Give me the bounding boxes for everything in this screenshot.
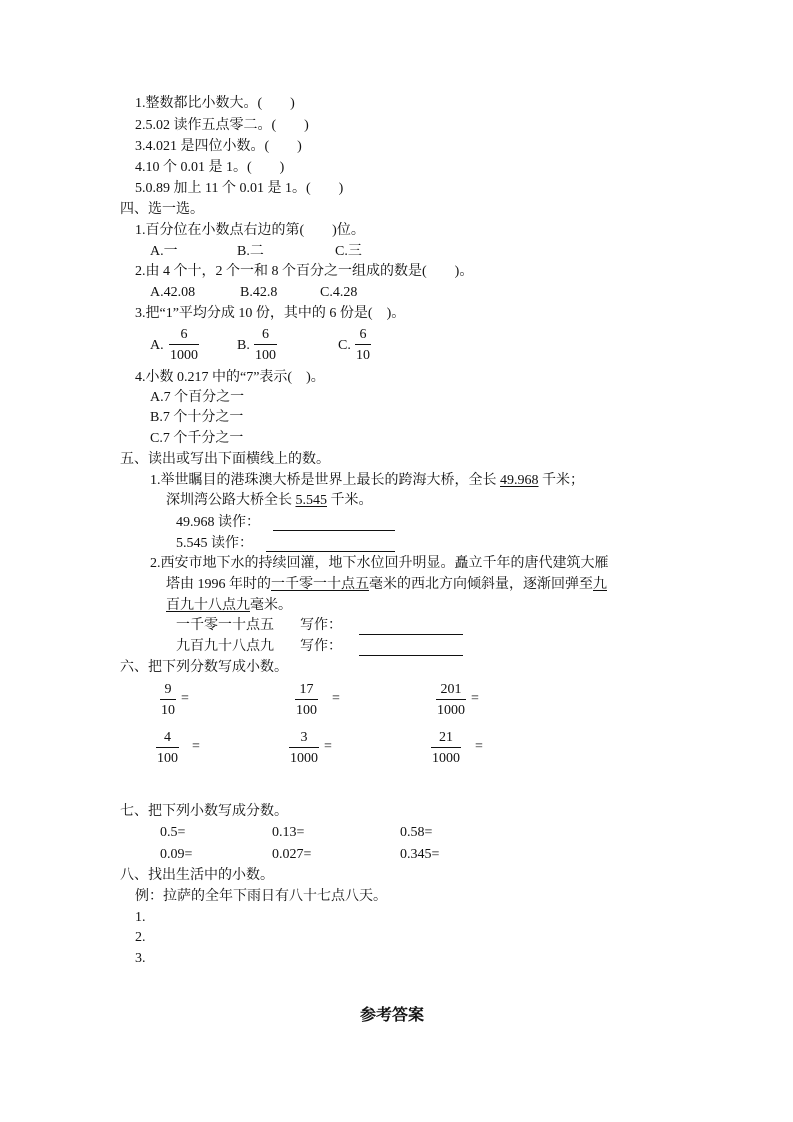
judge-item: 5.0.89 加上 11 个 0.01 是 1。( ) <box>135 181 344 196</box>
write-label: 一千零一十点五 <box>176 618 274 633</box>
write-label: 九百九十八点九 <box>176 639 274 654</box>
judge-item: 1.整数都比小数大。( ) <box>135 96 295 111</box>
fraction-option <box>169 326 199 365</box>
answer-title: 参考答案 <box>360 1007 425 1024</box>
option: A.7 个百分之一 <box>150 390 245 405</box>
equals: = <box>471 691 479 706</box>
answer-blank[interactable] <box>359 655 463 656</box>
decimal-item: 0.027= <box>272 847 312 862</box>
denominator: 100 <box>295 699 318 720</box>
question-line <box>166 576 607 594</box>
fraction <box>295 681 318 720</box>
underlined-number: 5.545 <box>295 493 327 508</box>
text: 千米； <box>538 473 584 488</box>
equals: = <box>192 739 200 754</box>
decimal-item: 0.09= <box>160 847 193 862</box>
text: 1.举世瞩目的港珠澳大桥是世界上最长的跨海大桥，全长 <box>150 473 500 488</box>
fraction <box>436 681 466 720</box>
option-label: C. <box>338 338 351 353</box>
denominator: 1000 <box>289 747 319 768</box>
text: 毫米的西北方向倾斜量，逐渐回弹至 <box>369 577 593 592</box>
text: 毫米。 <box>250 598 292 613</box>
section-heading: 六、把下列分数写成小数。 <box>120 660 288 675</box>
write-label: 写作： <box>300 639 342 654</box>
numerator: 6 <box>359 327 367 342</box>
section-heading: 四、选一选。 <box>120 202 204 217</box>
section-heading: 八、找出生活中的小数。 <box>120 868 274 883</box>
list-item: 3. <box>135 951 146 966</box>
answer-blank[interactable] <box>359 634 463 635</box>
question: 2.由 4 个十，2 个一和 8 个百分之一组成的数是( )。 <box>135 264 474 279</box>
answer-blank[interactable] <box>273 530 395 531</box>
denominator: 10 <box>160 699 176 720</box>
numerator: 201 <box>440 682 462 697</box>
question-line: 2.西安市地下水的持续回灌，地下水位回升明显。矗立千年的唐代建筑大雁 <box>150 556 609 571</box>
fraction <box>431 729 461 768</box>
fraction <box>289 729 319 768</box>
question-line <box>166 492 373 510</box>
write-label: 写作： <box>300 618 342 633</box>
question-line <box>166 597 292 615</box>
denominator: 1000 <box>431 747 461 768</box>
list-item: 1. <box>135 910 146 925</box>
section-heading: 七、把下列小数写成分数。 <box>120 804 288 819</box>
denominator: 10 <box>355 344 371 365</box>
question: 1.百分位在小数点右边的第( )位。 <box>135 223 365 238</box>
list-item: 2. <box>135 930 146 945</box>
numerator: 6 <box>262 327 269 342</box>
numerator: 3 <box>300 730 308 745</box>
denominator: 100 <box>156 747 179 768</box>
numerator: 4 <box>164 730 171 745</box>
numerator: 17 <box>299 682 314 697</box>
numerator: 9 <box>164 682 172 697</box>
read-label: 5.545 读作： <box>176 536 253 551</box>
option: C.7 个千分之一 <box>150 431 244 446</box>
underlined-number: 九 <box>593 577 607 592</box>
option: B.7 个十分之一 <box>150 410 244 425</box>
equals: = <box>332 691 340 706</box>
judge-item: 3.4.021 是四位小数。( ) <box>135 139 302 154</box>
question: 3.把“1”平均分成 10 份，其中的 6 份是( )。 <box>135 306 406 321</box>
underlined-number: 百九十八点九 <box>166 598 250 613</box>
text: 塔由 1996 年时的 <box>166 577 271 592</box>
denominator: 1000 <box>169 344 199 365</box>
denominator: 1000 <box>436 699 466 720</box>
numerator: 6 <box>180 327 188 342</box>
fraction-option <box>254 326 277 365</box>
option: B.二 <box>237 244 264 259</box>
fraction-option <box>355 326 371 365</box>
underlined-number: 一千零一十点五 <box>271 577 369 592</box>
section-heading: 五、读出或写出下面横线上的数。 <box>120 452 330 467</box>
option: A.42.08 <box>150 285 196 300</box>
fraction <box>160 681 176 720</box>
example: 例：拉萨的全年下雨日有八十七点八天。 <box>135 889 387 904</box>
option: C.三 <box>335 244 362 259</box>
option: B.42.8 <box>240 285 278 300</box>
option-label: B. <box>237 338 250 353</box>
fraction <box>156 729 179 768</box>
judge-item: 2.5.02 读作五点零二。( ) <box>135 118 309 133</box>
option: A.一 <box>150 244 178 259</box>
denominator: 100 <box>254 344 277 365</box>
judge-item: 4.10 个 0.01 是 1。( ) <box>135 160 285 175</box>
text: 千米。 <box>327 493 373 508</box>
numerator: 21 <box>439 730 453 745</box>
question: 4.小数 0.217 中的“7”表示( )。 <box>135 370 325 385</box>
question-line <box>150 472 584 490</box>
decimal-item: 0.5= <box>160 825 186 840</box>
underlined-number: 49.968 <box>500 473 539 488</box>
equals: = <box>181 691 189 706</box>
equals: = <box>475 739 483 754</box>
option-label: A. <box>150 338 164 353</box>
answer-blank[interactable] <box>266 551 395 552</box>
decimal-item: 0.345= <box>400 847 440 862</box>
text: 深圳湾公路大桥全长 <box>166 493 296 508</box>
equals: = <box>324 739 332 754</box>
option: C.4.28 <box>320 285 358 300</box>
decimal-item: 0.58= <box>400 825 433 840</box>
decimal-item: 0.13= <box>272 825 305 840</box>
read-label: 49.968 读作： <box>176 515 260 530</box>
